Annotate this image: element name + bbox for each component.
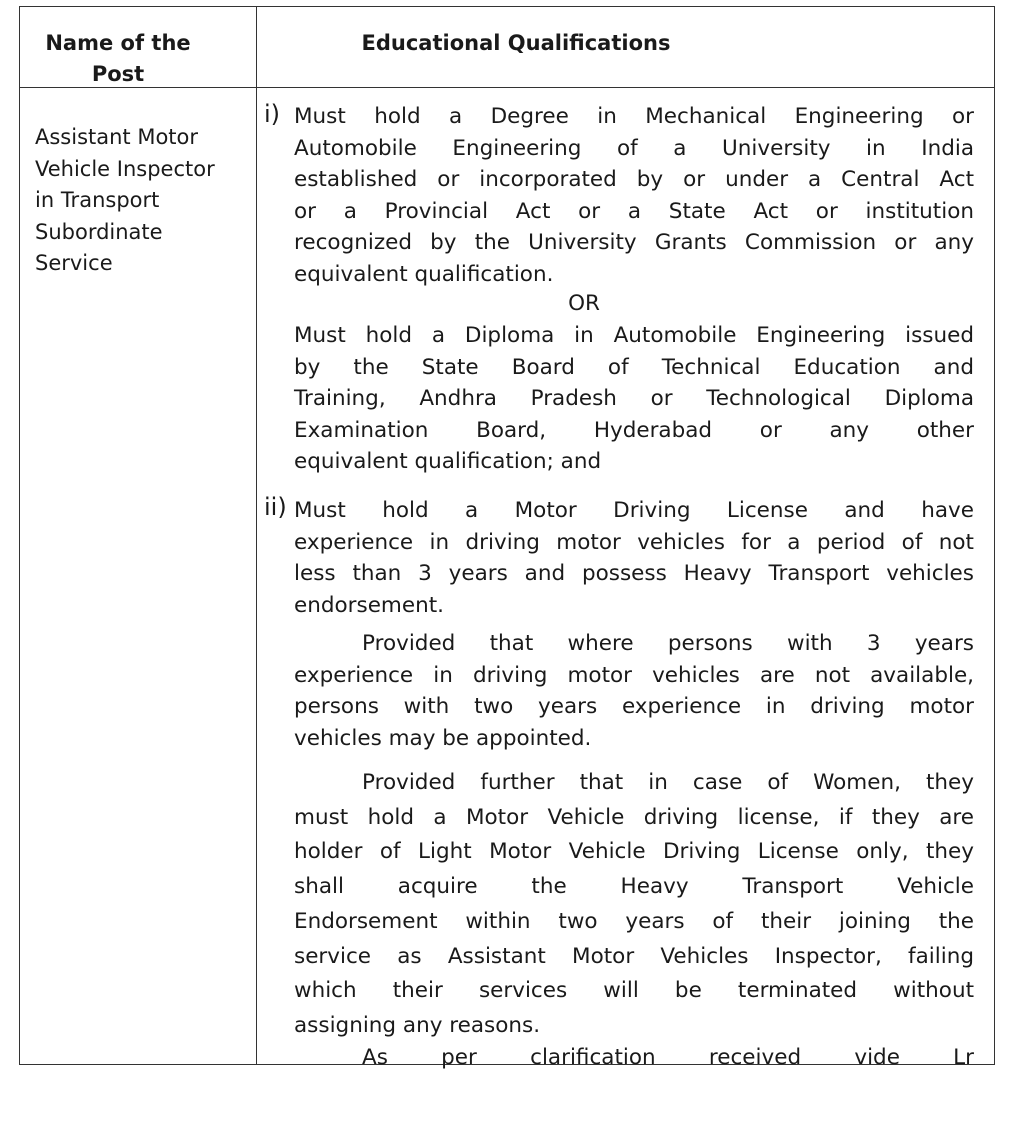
item-marker-ii: ii) — [264, 493, 287, 521]
proviso-experience-paragraph — [294, 628, 974, 754]
text-line: service as Assistant Motor Vehicles Inspector, failing — [294, 943, 974, 969]
diploma-qualification-paragraph — [294, 320, 974, 478]
text-line: vehicles may be appointed. — [294, 725, 592, 751]
text-line: or a Provincial Act or a State Act or institution — [294, 198, 974, 224]
text-line: experience in driving motor vehicles are not available, — [294, 662, 974, 688]
proviso-women-paragraph — [294, 766, 974, 1044]
text-line: shall acquire the Heavy Transport Vehicle — [294, 874, 974, 900]
text-line: equivalent qualification. — [294, 261, 554, 287]
text-line: experience in driving motor vehicles for a period of not — [294, 529, 974, 555]
text-line: Examination Board, Hyderabad or any other — [294, 417, 974, 443]
text-line: As per clarification received vide Lr — [362, 1045, 974, 1070]
clarification-paragraph — [294, 1042, 974, 1074]
text-line: Provided that where persons with 3 years — [362, 631, 974, 656]
degree-qualification-paragraph — [294, 101, 974, 290]
header-educational-qualifications: Educational Qualifications — [361, 31, 671, 55]
text-line: which their services will be terminated without — [294, 978, 974, 1004]
post-name-line: Vehicle Inspector — [35, 156, 215, 181]
text-line: Must hold a Degree in Mechanical Engineering or — [294, 104, 974, 129]
text-line: Must hold a Diploma in Automobile Engineering issued — [294, 323, 974, 348]
text-line: less than 3 years and possess Heavy Transport vehicles — [294, 561, 974, 586]
text-line: equivalent qualification; and — [294, 449, 602, 474]
text-line: assigning any reasons. — [294, 1012, 541, 1038]
post-name-line: Service — [35, 251, 113, 275]
post-name-line: Assistant Motor — [35, 125, 199, 149]
text-line: recognized by the University Grants Commission or any — [294, 230, 974, 255]
header-post-name: Name of the Post — [45, 31, 191, 86]
qualifications-table — [19, 6, 995, 1070]
text-line: must hold a Motor Vehicle driving license, if they are — [294, 804, 974, 830]
text-line: holder of Light Motor Vehicle Driving License only, they — [294, 839, 974, 865]
text-line: endorsement. — [294, 592, 444, 618]
text-line: persons with two years experience in driving motor — [294, 694, 974, 719]
text-line: Endorsement within two years of their joining the — [294, 908, 974, 934]
text-line: Training, Andhra Pradesh or Technological Diploma — [294, 386, 974, 411]
text-line: established or incorporated by or under a Central Act — [294, 167, 974, 192]
or-separator: OR — [568, 291, 600, 316]
text-line: by the State Board of Technical Education and — [294, 354, 974, 380]
text-line: Must hold a Motor Driving License and have — [294, 498, 974, 523]
driving-license-paragraph — [294, 495, 974, 621]
post-name-line: in Transport — [35, 188, 160, 212]
item-marker-i: i) — [264, 100, 281, 128]
text-line: Provided further that in case of Women, they — [362, 770, 974, 795]
text-line: Automobile Engineering of a University in India — [294, 135, 974, 161]
post-name-line: Subordinate — [35, 219, 163, 244]
post-name-cell — [35, 122, 260, 280]
